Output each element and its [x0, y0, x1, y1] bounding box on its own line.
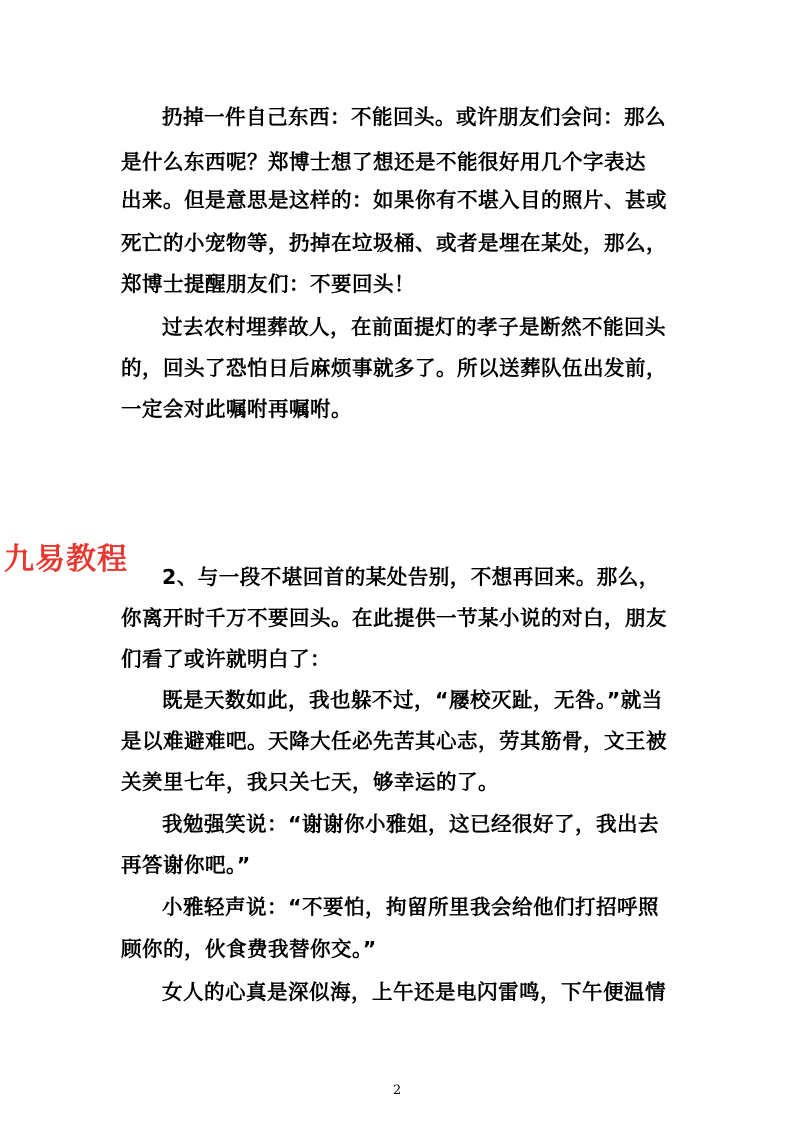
p3-line-3: 们看了或许就明白了： — [121, 647, 331, 671]
p2-line-3: 一定会对此嘱咐再嘱咐。 — [121, 397, 352, 421]
p4-line-2: 是以难避难吧。天降大任必先苦其心志，劳其筋骨，文王被 — [121, 729, 667, 753]
p1-line-1: 扔掉一件自己东西：不能回头。或许朋友们会问：那么 — [162, 105, 666, 129]
p1-line-4: 死亡的小宠物等，扔掉在垃圾桶、或者是埋在某处，那么， — [121, 231, 667, 255]
page-number: 2 — [392, 1083, 402, 1098]
p3-line-1: 2、与一段不堪回首的某处告别，不想再回来。那么， — [162, 565, 660, 589]
p1-line-2: 是什么东西呢？郑博士想了想还是不能很好用几个字表达 — [121, 150, 646, 174]
p1-line-3: 出来。但是意思是这样的：如果你有不堪入目的照片、甚或 — [121, 188, 667, 212]
p6-line-1: 小雅轻声说：“不要怕，拘留所里我会给他们打招呼照 — [162, 895, 659, 919]
p5-line-1: 我勉强笑说：“谢谢你小雅姐，这已经很好了，我出去 — [162, 812, 659, 836]
p2-line-2: 的，回头了恐怕日后麻烦事就多了。所以送葬队伍出发前， — [121, 356, 667, 380]
p2-line-1: 过去农村埋葬故人，在前面提灯的孝子是断然不能回头 — [162, 315, 666, 339]
p1-line-5: 郑博士提醒朋友们：不要回头！ — [121, 272, 415, 296]
p4-line-1: 既是天数如此，我也躲不过，“屦校灭趾，无咎。”就当 — [162, 688, 663, 712]
p3-line-2: 你离开时千万不要回头。在此提供一节某小说的对白，朋友 — [121, 606, 667, 630]
watermark-logo: 九易教程 — [4, 542, 128, 577]
p6-line-2: 顾你的，伙食费我替你交。” — [121, 937, 377, 961]
p5-line-2: 再答谢你吧。” — [121, 853, 251, 877]
p7-line-1: 女人的心真是深似海，上午还是电闪雷鸣，下午便温情 — [162, 980, 666, 1004]
p4-line-3: 关羑里七年，我只关七天，够幸运的了。 — [121, 770, 499, 794]
